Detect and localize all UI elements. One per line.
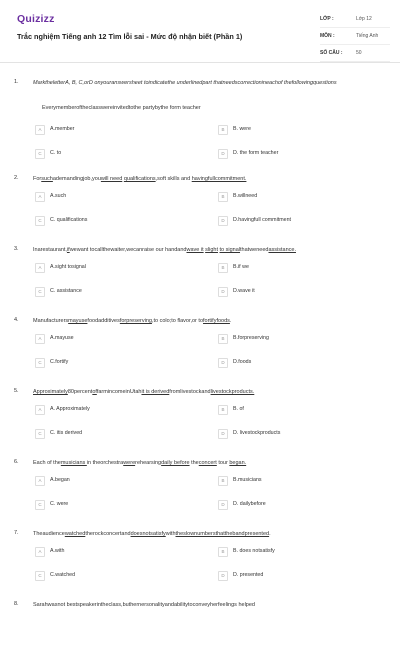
answer-option-c[interactable] bbox=[33, 358, 205, 370]
answer-option-c[interactable] bbox=[33, 571, 205, 583]
question-number: 1. bbox=[14, 79, 19, 85]
option-letter-box: D bbox=[218, 216, 228, 226]
option-letter-box: C bbox=[35, 287, 45, 297]
sentence-segment: therockconcertand bbox=[85, 531, 131, 537]
question-7 bbox=[0, 523, 400, 594]
question-number: 8. bbox=[14, 601, 19, 607]
worksheet-header bbox=[0, 0, 400, 63]
question-sentence bbox=[33, 388, 378, 396]
option-letter-box: C bbox=[35, 216, 45, 226]
underlined-segment: the form teacher bbox=[160, 105, 201, 111]
sentence-segment: thatweneed bbox=[240, 247, 269, 253]
option-letter-box: A bbox=[35, 192, 45, 202]
question-sentence bbox=[33, 175, 378, 183]
option-text: D. presented bbox=[233, 572, 264, 578]
sentence-segment: . bbox=[229, 318, 232, 324]
answer-option-a[interactable] bbox=[33, 263, 205, 275]
answer-option-a[interactable] bbox=[33, 334, 205, 346]
option-letter-box: C bbox=[35, 149, 45, 159]
option-letter-box: C bbox=[35, 429, 45, 439]
option-letter-box: D bbox=[218, 149, 228, 159]
question-sentence bbox=[33, 530, 378, 538]
meta-class-label: LỚP : bbox=[320, 16, 334, 22]
sentence-segment: the bbox=[189, 460, 199, 466]
option-letter-box: D bbox=[218, 429, 228, 439]
answer-option-b[interactable] bbox=[216, 547, 388, 559]
meta-count-label: SỐ CÂU : bbox=[320, 50, 343, 56]
answer-option-a[interactable] bbox=[33, 125, 205, 137]
meta-class-value: Lớp 12 bbox=[356, 16, 372, 22]
option-text: A.with bbox=[50, 548, 65, 554]
answer-option-a[interactable] bbox=[33, 405, 205, 417]
sentence-segment: Each of the bbox=[33, 460, 61, 466]
answer-option-a[interactable] bbox=[33, 547, 205, 559]
underlined-segment: daily before bbox=[161, 460, 190, 466]
underlined-segment: member bbox=[56, 105, 77, 111]
answer-option-c[interactable] bbox=[33, 287, 205, 299]
option-text: D.foods bbox=[233, 359, 252, 365]
option-letter-box: A bbox=[35, 476, 45, 486]
option-letter-box: C bbox=[35, 500, 45, 510]
option-letter-box: A bbox=[35, 405, 45, 415]
quizizz-logo: Quizizz bbox=[17, 13, 55, 25]
question-sentence bbox=[42, 105, 201, 111]
option-text: A.member bbox=[50, 126, 75, 132]
sentence-segment: 80percent bbox=[67, 389, 93, 395]
meta-subject-label: MÔN : bbox=[320, 33, 335, 39]
answer-option-d[interactable] bbox=[216, 500, 388, 512]
option-text: D. dailybefore bbox=[233, 501, 266, 507]
question-number: 3. bbox=[14, 246, 19, 252]
question-6 bbox=[0, 452, 400, 523]
option-text: A.began bbox=[50, 477, 70, 483]
option-text: B.if we bbox=[233, 264, 249, 270]
answer-option-d[interactable] bbox=[216, 287, 388, 299]
question-number: 7. bbox=[14, 530, 19, 536]
option-letter-box: B bbox=[218, 334, 228, 344]
underlined-segment: wave it bbox=[186, 247, 204, 253]
option-text: B. of bbox=[233, 406, 244, 412]
sentence-segment: Theaudience bbox=[33, 531, 65, 537]
question-8 bbox=[0, 594, 400, 665]
option-letter-box: D bbox=[218, 500, 228, 510]
meta-subject-value: Tiếng Anh bbox=[356, 33, 379, 39]
answer-option-b[interactable] bbox=[216, 125, 388, 137]
question-sentence bbox=[33, 459, 378, 467]
underlined-segment: theslownumbersthatthebandpresented bbox=[175, 531, 270, 537]
option-text: C. assistance bbox=[50, 288, 82, 294]
underlined-segment: forpreserving bbox=[119, 318, 152, 324]
option-letter-box: A bbox=[35, 125, 45, 135]
sentence-segment: oftheclass bbox=[76, 105, 101, 111]
underlined-segment: havingfullcommitment. bbox=[191, 176, 247, 182]
answer-option-b[interactable] bbox=[216, 476, 388, 488]
answer-option-d[interactable] bbox=[216, 149, 388, 161]
underlined-segment: assistance. bbox=[268, 247, 296, 253]
answer-option-d[interactable] bbox=[216, 571, 388, 583]
question-5 bbox=[0, 381, 400, 452]
answer-option-a[interactable] bbox=[33, 476, 205, 488]
sentence-segment: with bbox=[165, 531, 176, 537]
option-letter-box: A bbox=[35, 263, 45, 273]
sentence-segment: the partyby bbox=[133, 105, 161, 111]
sentence-segment: invited bbox=[112, 105, 129, 111]
option-letter-box: A bbox=[35, 334, 45, 344]
underlined-segment: such bbox=[41, 176, 53, 182]
underlined-segment: doesnotsatisfy bbox=[130, 531, 166, 537]
question-list bbox=[0, 72, 400, 665]
sentence-segment: For bbox=[33, 176, 42, 182]
meta-count-value: 50 bbox=[356, 50, 362, 56]
worksheet-title: Trắc nghiệm Tiếng anh 12 Tìm lỗi sai - Mức độ nhận biết (Phần 1) bbox=[17, 32, 243, 41]
option-text: A.sight tosignal bbox=[50, 264, 86, 270]
question-sentence bbox=[33, 317, 378, 325]
question-number: 4. bbox=[14, 317, 19, 323]
option-letter-box: C bbox=[35, 358, 45, 368]
option-letter-box: A bbox=[35, 547, 45, 557]
answer-option-b[interactable] bbox=[216, 334, 388, 346]
underlined-segment: livestockproducts. bbox=[210, 389, 255, 395]
option-letter-box: B bbox=[218, 192, 228, 202]
option-letter-box: D bbox=[218, 358, 228, 368]
answer-option-d[interactable] bbox=[216, 216, 388, 228]
underlined-segment: began. bbox=[229, 460, 247, 466]
worksheet-meta bbox=[320, 14, 390, 65]
option-text: A.such bbox=[50, 193, 67, 199]
sentence-segment: in theorchestra bbox=[86, 460, 124, 466]
option-text: D.havingfull commitment bbox=[233, 217, 291, 223]
question-3 bbox=[0, 239, 400, 310]
option-text: B.musicians bbox=[233, 477, 262, 483]
meta-class-row bbox=[320, 14, 390, 28]
sentence-segment: Inarestaurant, bbox=[33, 247, 67, 253]
underlined-segment: if bbox=[66, 247, 70, 253]
answer-option-c[interactable] bbox=[33, 149, 205, 161]
sentence-segment: wewant tocallthewaiter,wecanraise our handand bbox=[69, 247, 187, 253]
answer-option-d[interactable] bbox=[216, 429, 388, 441]
underlined-segment: to bbox=[128, 105, 134, 111]
option-letter-box: B bbox=[218, 125, 228, 135]
option-text: C.fortify bbox=[50, 359, 69, 365]
underlined-segment: were bbox=[101, 105, 113, 111]
meta-count-row bbox=[320, 48, 390, 62]
sentence-segment: fromlivestockand bbox=[169, 389, 211, 395]
option-letter-box: D bbox=[218, 571, 228, 581]
option-text: C. itis derived bbox=[50, 430, 83, 436]
underlined-segment: musicians bbox=[60, 460, 87, 466]
option-text: B.willneed bbox=[233, 193, 258, 199]
question-1 bbox=[0, 72, 400, 168]
option-letter-box: B bbox=[218, 263, 228, 273]
sentence-segment: ademandingjob,you bbox=[52, 176, 101, 182]
option-text: D. the form teacher bbox=[233, 150, 279, 156]
question-number: 5. bbox=[14, 388, 19, 394]
sentence-segment: farmincomeinUtah bbox=[96, 389, 142, 395]
option-text: B.forpreserving bbox=[233, 335, 269, 341]
question-2 bbox=[0, 168, 400, 239]
option-letter-box: B bbox=[218, 547, 228, 557]
answer-option-d[interactable] bbox=[216, 358, 388, 370]
question-4 bbox=[0, 310, 400, 381]
answer-option-c[interactable] bbox=[33, 216, 205, 228]
underlined-segment: to signal bbox=[219, 247, 241, 253]
underlined-segment: of bbox=[92, 389, 97, 395]
sentence-segment: ,soft skills and bbox=[155, 176, 192, 182]
option-text: C. to bbox=[50, 150, 62, 156]
sentence-segment: . bbox=[269, 531, 271, 537]
underlined-segment: will need bbox=[100, 176, 123, 182]
option-letter-box: D bbox=[218, 287, 228, 297]
underlined-segment: were bbox=[123, 460, 136, 466]
question-number: 2. bbox=[14, 175, 19, 181]
option-text: B. were bbox=[233, 126, 251, 132]
option-letter-box: B bbox=[218, 405, 228, 415]
option-letter-box: C bbox=[35, 571, 45, 581]
underlined-segment: it is derived bbox=[141, 389, 170, 395]
underlined-segment: watched bbox=[64, 531, 86, 537]
answer-option-b[interactable] bbox=[216, 405, 388, 417]
option-text: B. does notsatisfy bbox=[233, 548, 275, 554]
question-sentence bbox=[33, 601, 378, 609]
option-text: D. livestockproducts bbox=[233, 430, 281, 436]
meta-subject-row bbox=[320, 31, 390, 45]
answer-option-b[interactable] bbox=[216, 263, 388, 275]
sentence-segment: ,to colo;to flavor,or to bbox=[151, 318, 204, 324]
underlined-segment: slight bbox=[205, 247, 218, 253]
option-text: D.wave it bbox=[233, 288, 255, 294]
question-instruction: MarktheletterA, B, C,orD onyouranswersheet toindicatethe underlinedpart thatneedscorrectionineachof thefollowingquestions bbox=[33, 80, 337, 86]
sentence-segment: tour bbox=[216, 460, 230, 466]
sentence-segment: foodadditives bbox=[87, 318, 120, 324]
sentence-segment: Sarahwasnot bestspeakerintheclass,buthernersonalityandabilitytoconveyherfeelings helped bbox=[33, 602, 255, 608]
option-text: A.mayuse bbox=[50, 335, 74, 341]
answer-option-c[interactable] bbox=[33, 429, 205, 441]
sentence-segment: Manufacturers bbox=[33, 318, 69, 324]
underlined-segment: mayuse bbox=[68, 318, 88, 324]
underlined-segment: Approximately bbox=[33, 389, 68, 395]
option-text: C. were bbox=[50, 501, 69, 507]
underlined-segment: qualifications bbox=[123, 176, 156, 182]
option-text: A. Approximately bbox=[50, 406, 90, 412]
underlined-segment: fortifyfoods bbox=[203, 318, 230, 324]
question-sentence bbox=[33, 246, 378, 254]
answer-option-a[interactable] bbox=[33, 192, 205, 204]
answer-option-b[interactable] bbox=[216, 192, 388, 204]
underlined-segment: concert bbox=[198, 460, 217, 466]
sentence-segment: rehearsing bbox=[135, 460, 162, 466]
option-text: C.watched bbox=[50, 572, 76, 578]
question-number: 6. bbox=[14, 459, 19, 465]
answer-option-c[interactable] bbox=[33, 500, 205, 512]
sentence-segment: Every bbox=[42, 105, 57, 111]
option-letter-box: B bbox=[218, 476, 228, 486]
option-text: C. qualifications bbox=[50, 217, 88, 223]
